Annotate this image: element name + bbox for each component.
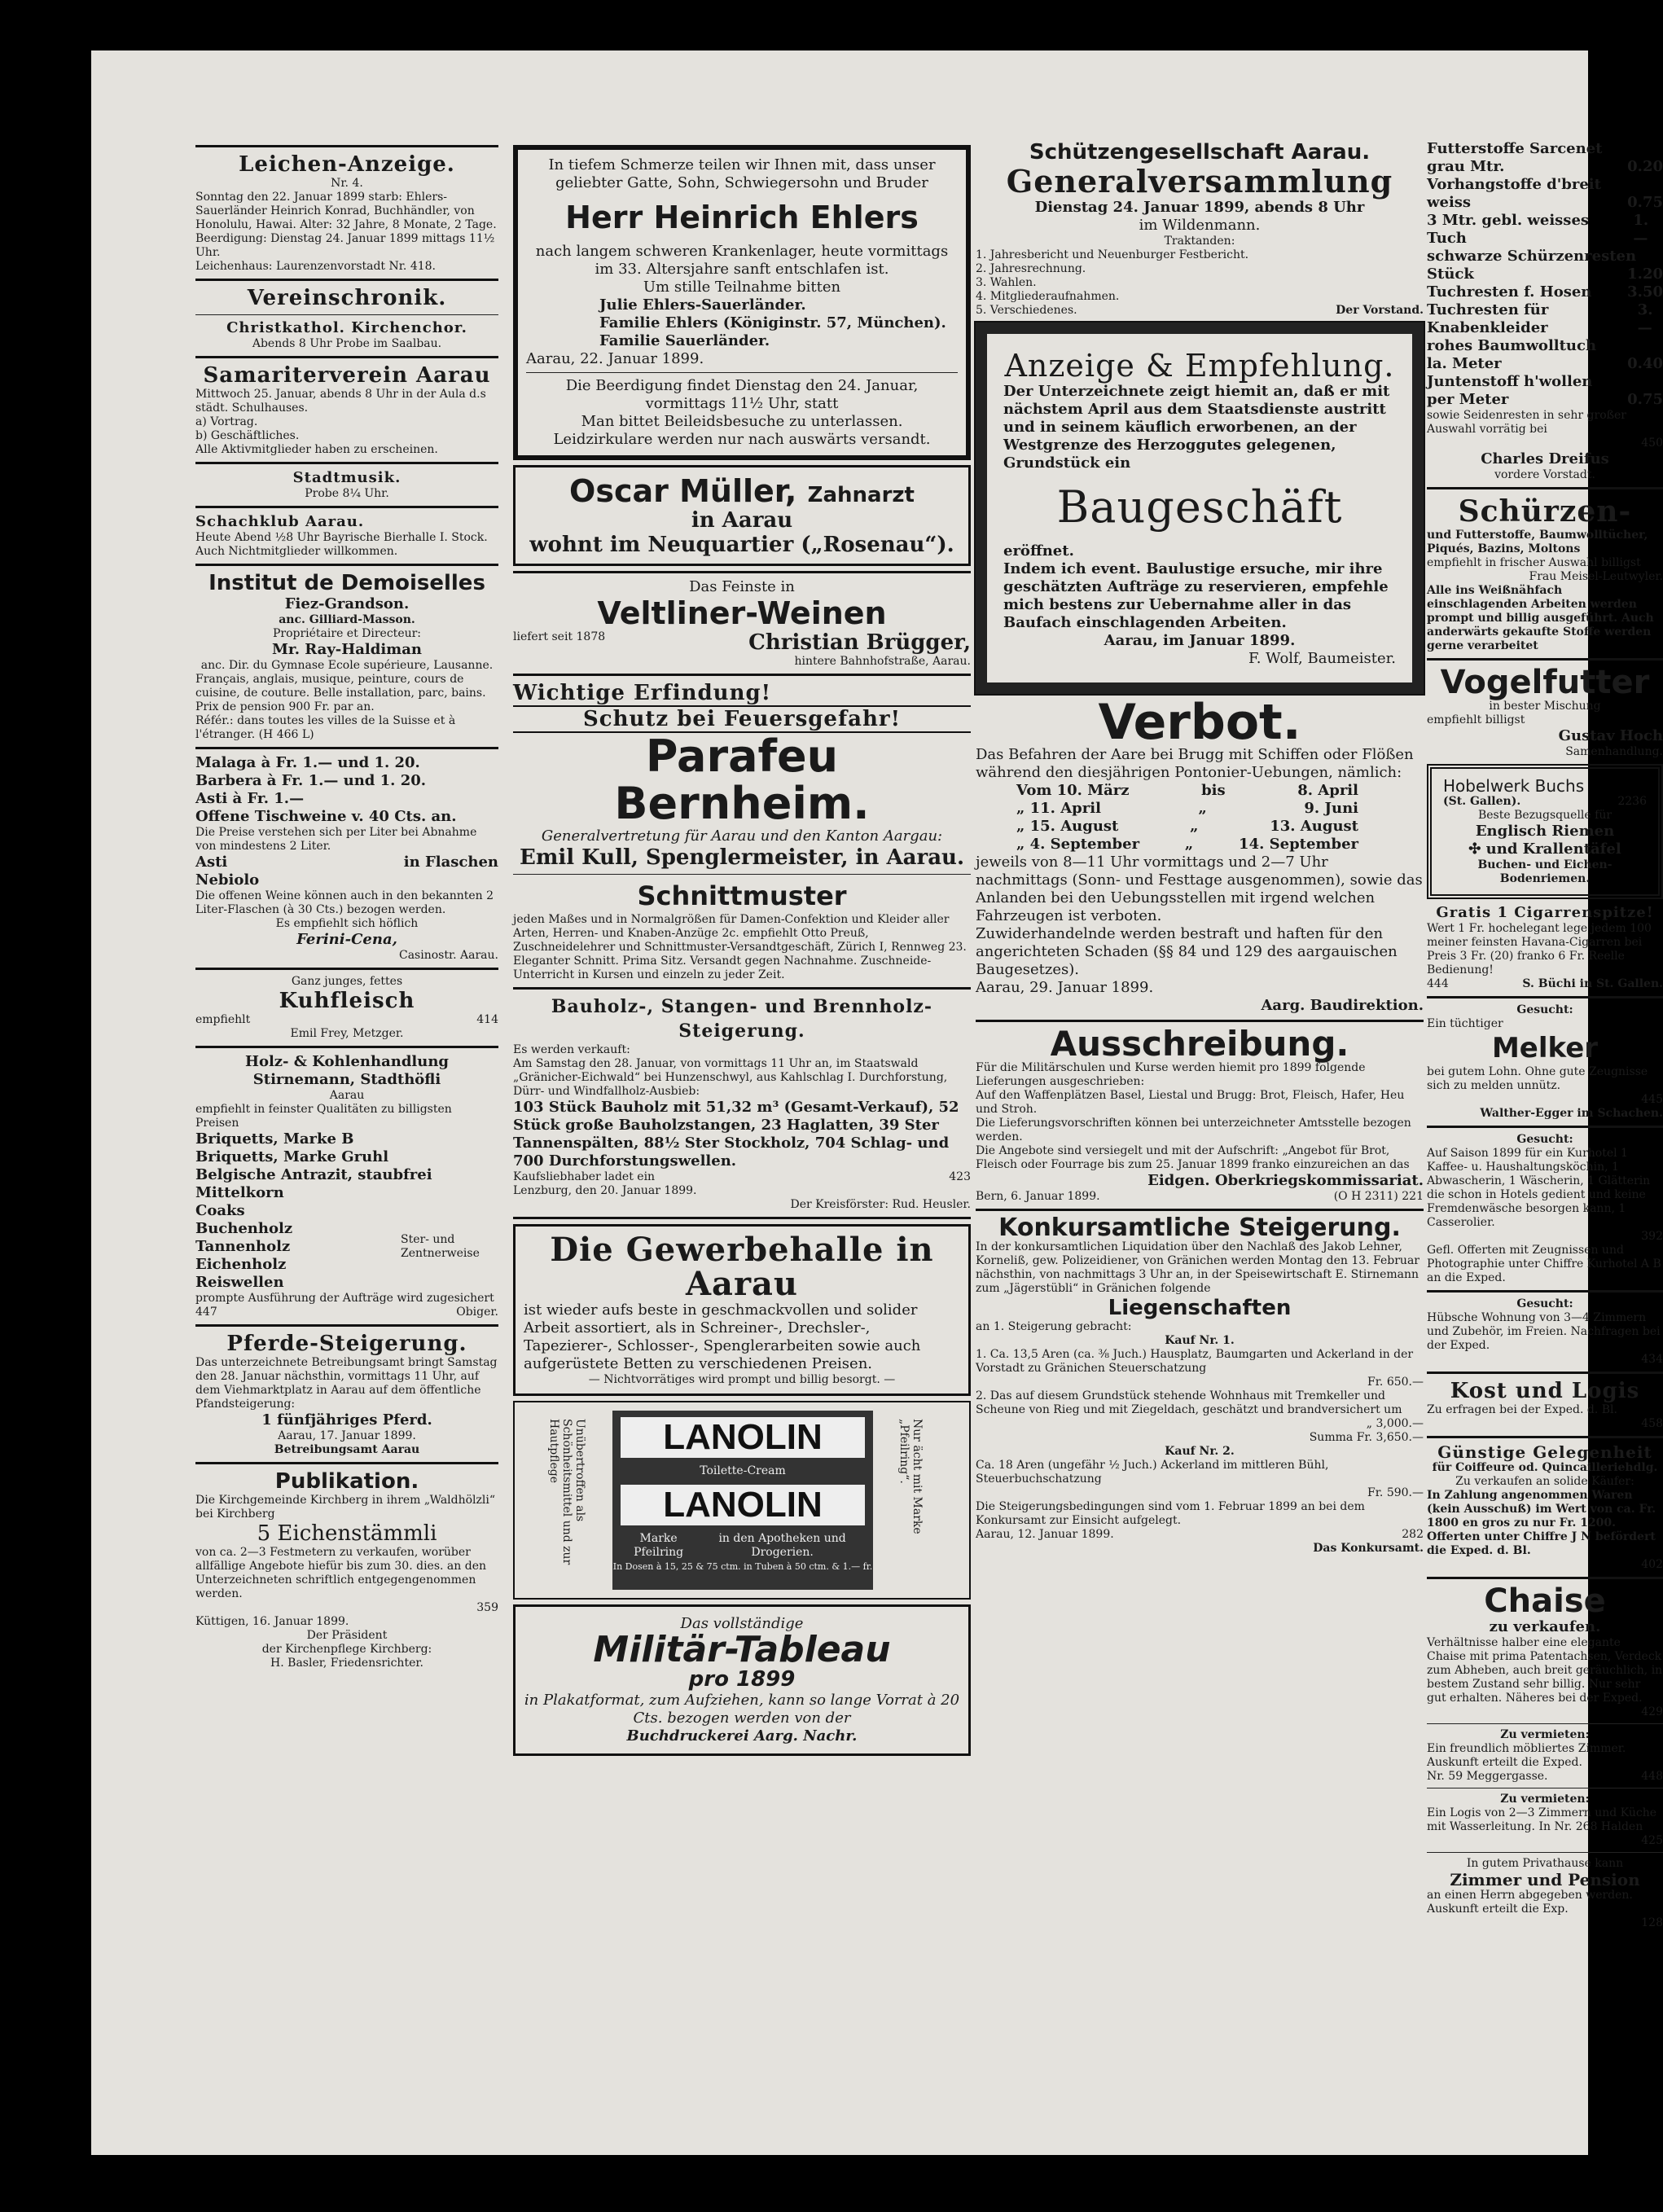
samariter-title: Samariterverein Aarau (203, 363, 491, 388)
publikation-title: Publikation. (274, 1469, 419, 1494)
bauholz-sig: Der Kreisförster: Rud. Heusler. (790, 1198, 971, 1211)
schuetzen-t4: 4. Mitgliederaufnahmen. (976, 290, 1120, 303)
plus-icon: ✣ (1468, 840, 1486, 858)
vereinschronik-heading: Vereinschronik. (247, 286, 447, 310)
ausschreibung-body: Für die Militärschulen und Kurse werden hiemit pro 1899 folgende Lieferungen ausgeschrieben: (976, 1061, 1366, 1088)
holz-num: 447 (195, 1306, 217, 1319)
bauholz-num: 423 (949, 1170, 971, 1183)
verbot-title: Verbot. (1098, 694, 1301, 751)
verm-2-body: Ein Logis von 2—3 Zimmern und Küche mit Wasserleitung. In Nr. 268 Halden (1427, 1806, 1656, 1833)
futter-num: 450 (1641, 437, 1663, 450)
futter-item-5: 3 Mtr. gebl. weisses Tuch (1427, 212, 1590, 247)
mueller-ad (513, 465, 971, 566)
publikation-date: Küttigen, 16. Januar 1899. (195, 1615, 349, 1628)
lanolin-left: Unübertroffen als Schönheitsmittel und zur Hautpflege (547, 1419, 586, 1565)
melker-title: Melker (1491, 1032, 1599, 1064)
gratis-firm: S. Büchi in St. Gallen. (1522, 977, 1663, 990)
institut-place: Fiez-Grandson. (284, 595, 410, 612)
vogel-sub: Samenhandlung. (1565, 745, 1663, 758)
konkurs-liegen: Liegenschaften (1108, 1296, 1292, 1320)
zimmer-num: 128 (1641, 1916, 1663, 1929)
gesucht-3-body: Hübsche Wohnung von 3—4 Zimmern und Zubehör, im Freien. Nachfragen bei der Exped. (1427, 1311, 1661, 1352)
trauer-date: Aarau, 22. Januar 1899. (526, 350, 704, 367)
trauer-l2: nach langem schweren Krankenlager, heute vormittags im 33. Altersjahre sanft entschlafen ist. (535, 243, 949, 278)
stadtmusik-title: Stadtmusik. (292, 469, 401, 486)
wine-nebiolo: Nebiolo (195, 871, 260, 889)
schuerzen-title: Schürzen- (1458, 494, 1632, 529)
gewerbe-note: — Nichtvorrätiges wird prompt und billig besorgt. — (588, 1373, 896, 1386)
hobel-item-2: ✣ und Krallentäfel (1468, 840, 1621, 858)
gesucht-3-num: 434 (1641, 1353, 1663, 1366)
konkurs-title: Konkursamtliche Steigerung. (998, 1214, 1401, 1242)
verbot-dates: Vom 10. März bis 8. April „ 11. April „ 9. Juni „ 15. August „ 13. August „ 4. September „ 14. September (1016, 782, 1358, 853)
melker-body: bei gutem Lohn. Ohne gute Zeugnisse sich zu melden unnütz. (1427, 1065, 1648, 1092)
anzeige-title: Anzeige & Empfehlung. (1004, 348, 1395, 384)
veltliner-firm: Christian Brügger, (748, 630, 971, 655)
konkurs-k3-value: Fr. 590.— (1367, 1486, 1424, 1499)
guenstig-sub: für Coiffeure od. Quincailleriehdlg. (1432, 1461, 1658, 1474)
ausschreibung-body-3: Die Lieferungsvorschriften können bei unterzeichneter Amtsstelle bezogen werden. (976, 1117, 1411, 1143)
futter-item-13: per Meter (1427, 391, 1509, 408)
column-3 (976, 140, 1424, 1556)
bauholz-date: Lenzburg, den 20. Januar 1899. (513, 1184, 697, 1197)
schnitt-title: Schnittmuster (637, 880, 847, 911)
konkurs-kauf-1: Kauf Nr. 1. (1165, 1334, 1235, 1347)
melker-num: 445 (1641, 1093, 1663, 1106)
wine-firm: Ferini-Cena, (296, 931, 397, 948)
leichen-burial: Beerdigung: Dienstag 24. Januar 1899 mittags 11½ Uhr. (195, 232, 495, 259)
guenstig-body: Zu verkaufen an solide Käufer: (1455, 1475, 1634, 1488)
holz-item-5: Coaks (195, 1202, 245, 1219)
holz-sig: Obiger. (456, 1306, 498, 1319)
futter-firm: Charles Dreifus (1481, 450, 1609, 467)
trauer-l5: Man bittet Beileidsbesuche zu unterlassen. (581, 413, 903, 430)
schuerzen-body-2: Alle ins Weißnähfach einschlagenden Arbeiten werden prompt und billig ausgeführt. Auch anderwärts gekaufte Stoffe werden gerne verarbeitet (1427, 584, 1654, 652)
bauholz-title: Bauholz-, Stangen- und Brennholz-Steigerung. (551, 996, 933, 1042)
mueller-name: Oscar Müller, Zahnarzt (569, 473, 915, 509)
verbot-body: Das Befahren der Aare bei Brugg mit Schiffen oder Flößen während den diesjährigen Pontonier-Uebungen, nämlich: (976, 746, 1414, 781)
gratis-body: Wert 1 Fr. hochelegant lege jedem 100 meiner feinsten Havana-Cigarren bei Preis 3 Fr. (20) franko 6 Fr. Reelle Bedienung! (1427, 922, 1652, 977)
konkurs-kauf-2: Kauf Nr. 2. (1165, 1445, 1235, 1458)
futter-item-6: schwarze Schürzenresten (1427, 248, 1637, 265)
wine-line-2: Barbera à Fr. 1.— und 1. 20. (195, 772, 427, 789)
anzeige-date: Aarau, im Januar 1899. (1104, 632, 1296, 649)
trauer-l4: Die Beerdigung findet Dienstag den 24. Januar, vormittags 11½ Uhr, statt (565, 377, 919, 412)
gesucht-3-pre: Gesucht: (1516, 1297, 1573, 1310)
trauer-family-1: Julie Ehlers-Sauerländer. (599, 296, 806, 314)
konkurs-sig: Das Konkursamt. (1313, 1542, 1424, 1555)
holz-item-1: Briquetts, Marke B (195, 1130, 354, 1148)
kost-body: Zu erfragen bei der Exped. d. Bl. (1427, 1403, 1617, 1416)
lanolin-mark: Marke Pfeilring (634, 1532, 684, 1559)
wine-asti: Asti (195, 854, 228, 871)
futter-item-8: Tuchresten f. Hosen (1427, 283, 1592, 301)
anzeige-sig: F. Wolf, Baumeister. (1248, 650, 1396, 667)
gesucht-2-body-2: Gefl. Offerten mit Zeugnissen und Photographie unter Chiffre Kurhotel A B an die Exped. (1427, 1244, 1661, 1284)
column-1 (195, 140, 498, 1670)
holz-name: Stirnemann, Stadthöfli (252, 1071, 441, 1088)
newspaper-page (91, 50, 1663, 2155)
ausschreibung-body-2: Auf den Waffenplätzen Basel, Liestal und Brugg: Brot, Fleisch, Hafer, Heu und Stroh. (976, 1089, 1405, 1116)
trauer-l1: In tiefem Schmerze teilen wir Ihnen mit, dass unser geliebter Gatte, Sohn, Schwiegersohn und Bruder (548, 156, 936, 191)
trauer-name: Herr Heinrich Ehlers (565, 200, 919, 235)
vogel-title: Vogelfutter (1440, 664, 1650, 701)
gratis-title: Gratis 1 Cigarrenspitze! (1436, 904, 1654, 921)
konkurs-body: In der konkursamtlichen Liquidation über den Nachlaß des Jakob Lehner, Korneliß, gew. Polizeidiener, von Gränichen werden Montag den 13. Februar nächsthin, von nachmittags 3 Uhr an, in der Speisewirtschaft E. Stirnemann zum „Jägerstübli“ in Gränichen folgende (976, 1240, 1419, 1295)
schuetzen-t5: 5. Verschiedenes. (976, 304, 1077, 317)
verbot-body-2: jeweils von 8—11 Uhr vormittags und 2—7 Uhr nachmittags (Sonn- und Festtage ausgenommen), sowie das Anlanden bei den Uebungsstellen mit irgend welchen Fahrzeugen ist verboten. (976, 854, 1423, 924)
erfindung-line-1: Wichtige Erfindung! (513, 681, 772, 705)
pferde-date: Aarau, 17. Januar 1899. (278, 1429, 416, 1442)
gesucht-2-pre: Gesucht: (1516, 1133, 1573, 1146)
publikation-sig-3: H. Basler, Friedensrichter. (270, 1657, 423, 1670)
guenstig-title: Günstige Gelegenheit (1437, 1442, 1652, 1462)
holz-side: Ster- und Zentnerweise (401, 1233, 480, 1260)
chaise-body: Verhältnisse halber eine elegante Chaise mit prima Patentachsen, Verdeck zum Abheben, auch breit geräuchlich, in bestem Zustand sehr billig. Nur sehr gut erhalten. Näheres bei der Exped. (1427, 1636, 1663, 1705)
wine-line-3: Asti à Fr. 1.— (195, 790, 305, 807)
militaer-ad (513, 1604, 971, 1756)
gesucht-2-body: Auf Saison 1899 für ein Kurhotel 1 Kaffee- u. Haushaltungsköchin, 1 Abwascherin, 1 Wäscherin, 1 Glätterin die schon in Hotels gedient und keine Fremdenwäsche besorgen kann, 1 Casserolier. (1427, 1147, 1651, 1229)
vogel-empf: empfiehlt billigst (1427, 713, 1525, 726)
mueller-town: in Aarau (691, 508, 793, 533)
schuetzen-t2: 2. Jahresrechnung. (976, 262, 1086, 275)
schuetzen-gv: Generalversammlung (1006, 163, 1393, 200)
schuetzen-sig: Der Vorstand. (1336, 304, 1424, 317)
holz-item-9: Reiswellen (195, 1274, 284, 1291)
lanolin-sub: Toilette-Cream (700, 1464, 786, 1477)
schuerzen-body: und Futterstoffe, Baumwolltücher, Piqués, Bazins, Moltons (1427, 529, 1648, 555)
bauholz-sub: Es werden verkauft: (513, 1043, 630, 1056)
institut-body: Français, anglais, musique, peinture, cours de cuisine, de couture. Belle installation, parc, bains. (195, 673, 486, 700)
gesucht-2-num: 392 (1641, 1230, 1663, 1243)
institut-dir: Mr. Ray-Haldiman (272, 641, 422, 658)
lanolin-panel (612, 1411, 873, 1590)
parafeu-firm: Emil Kull, Spenglermeister, in Aarau. (520, 845, 964, 870)
schuetzen-title: Schützengesellschaft Aarau. (1029, 140, 1371, 165)
veltliner-address: hintere Bahnhofstraße, Aarau. (794, 655, 971, 668)
wine-line-1: Malaga à Fr. 1.— und 1. 20. (195, 754, 420, 771)
holz-title: Holz- & Kohlenhandlung (244, 1053, 450, 1070)
wine-note-2: Die offenen Weine können auch in den bekannten 2 Liter-Flaschen (à 30 Cts.) bezogen werden. (195, 889, 494, 916)
kuhfleisch-title: Kuhfleisch (279, 989, 415, 1013)
lanolin-brand-2: LANOLIN (621, 1485, 865, 1525)
publikation-num: 359 (476, 1601, 498, 1614)
melker-pre: Gesucht: (1516, 1003, 1573, 1016)
wine-flaschen: in Flaschen (403, 854, 498, 871)
trauer-notice (513, 145, 971, 460)
parafeu-title: Parafeu Bernheim. (614, 731, 870, 829)
guenstig-num: 402 (1641, 1558, 1663, 1571)
ausschreibung-date: Bern, 6. Januar 1899. (976, 1190, 1100, 1203)
schachklub-title: Schachklub Aarau. (195, 513, 365, 530)
holz-item-8: Eichenholz (195, 1256, 287, 1273)
futter-item-9: Tuchresten für Knabenkleider (1427, 301, 1549, 336)
lanolin-right: Nur ächt mit Marke „Pfeilring“. (897, 1419, 924, 1534)
melker-firm: Walther-Egger im Schachen. (1480, 1107, 1663, 1120)
gewerbe-ad (513, 1224, 971, 1396)
bauholz-foot: Kaufsliebhaber ladet ein (513, 1170, 656, 1183)
leichen-title: Leichen-Anzeige. (239, 152, 455, 177)
verbot-sig: Aarg. Baudirektion. (1261, 997, 1424, 1014)
futter-note: sowie Seidenresten in sehr großer Auswahl vorrätig bei (1427, 409, 1626, 436)
hobel-ad (1427, 764, 1663, 899)
schuetzen-t1: 1. Jahresbericht und Neuenburger Festbericht. (976, 248, 1249, 261)
kost-num: 458 (1641, 1417, 1663, 1430)
ausschreibung-code: (O H 2311) 221 (1333, 1190, 1424, 1203)
kost-title: Kost und Logis (1450, 1379, 1640, 1403)
bauholz-body: Am Samstag den 28. Januar, von vormittags 11 Uhr an, im Staatswald „Gränicher-Eichwald“ bei Hunzenschwyl, aus Kahlschlag I. Durchforstung, Dürr- und Windfallholz-Ausbieb: (513, 1057, 948, 1098)
konkurs-k3: Ca. 18 Aren (ungefähr ½ Juch.) Ackerland im mittleren Bühl, Steuerbuchschatzung (976, 1459, 1329, 1486)
verm-2-title: Zu vermieten: (1500, 1793, 1590, 1806)
chaise-title: Chaise (1484, 1582, 1606, 1620)
pferde-body: Das unterzeichnete Betreibungsamt bringt Samstag den 28. Januar nächsthin, vormittags 11 Uhr, auf dem Viehmarktplatz in Aarau auf dem öffentliche Pfandsteigerung: (195, 1356, 498, 1411)
publikation-sig-1: Der Präsident (306, 1629, 388, 1642)
militaer-body: in Plakatformat, zum Aufziehen, kann so lange Vorrat à 20 Cts. bezogen werden von der (524, 1692, 960, 1727)
institut-prop: Propriétaire et Directeur: (272, 627, 422, 640)
wine-empf: Es empfiehlt sich höflich (275, 917, 419, 930)
holz-item-6: Buchenholz (195, 1220, 293, 1237)
militaer-firm: Buchdruckerei Aarg. Nachr. (626, 1727, 858, 1745)
schnitt-body: jeden Maßes und in Normalgrößen für Damen-Confektion und Kleider aller Arten, Herren- und Knaben-Anzüge 2c. empfiehlt Otto Preuß, Zuschneidelehrer und Schnittmuster-Versandtgeschäft, Zürich I, Rennweg 23. Eleganter Schnitt. Prima Sitz. Versandt gegen Nachnahme. Zuschneide-Unterricht in Kursen und einzeln zu jeder Zeit. (513, 913, 967, 981)
anzeige-ad (976, 323, 1424, 694)
konkurs-k2-value: „ 3,000.— (1366, 1417, 1424, 1430)
konkurs-k2: 2. Das auf diesem Grundstück stehende Wohnhaus mit Tremkeller und Scheune von Rieg und mit Ziegeldach, geschätzt und brandversichert um (976, 1389, 1402, 1416)
lanolin-where: in den Apotheken und Drogerien. (718, 1532, 846, 1559)
publikation-item: 5 Eichenstämmli (257, 1521, 437, 1546)
futter-item-2: grau Mtr. (1427, 158, 1505, 175)
militaer-title: Militär-Tableau (593, 1629, 891, 1670)
kuhfleisch-pre: Ganz junges, fettes (291, 975, 403, 988)
column-4: Futterstoffe Sarcenet grau Mtr. 0.20 Vorhangstoffe d'breit weiss 0.75 3 Mtr. gebl. weisses Tuch 1.— schwarze Schürzenresten Stück 1.20 Tuchresten f. Hosen 3.50 Tuchresten für Knabenkleider 3.— rohes Baumwolltuch la. Meter 0.40 Juntenstoff h'wollen per Meter 0.75 sowie Seidenresten in sehr großer Auswahl vorrätig bei 450 Charles Dreifus vordere Vorstadt. Schürzen- und Futterstoffe, Baumwolltücher, Piqués, Bazins, Moltons empfiehlt in frischer Auswahl billigst Frau Meisel-Leutwyler. Alle ins Weißnähfach einschlagenden Arbeiten werden prompt und billig ausgeführt. Auch anderwärts gekaufte Stoffe werden gerne verarbeitet Vogelfutter in bester Mischung empfiehlt billigst Gustav Hoch Samenhandlung. Hobelwerk Buchs (St. Gallen). 2236 Beste Bezugsquelle für Englisch Riemen ✣ und Krallentäfel Buchen- und Eichen-Bodenriemen. Gratis 1 Cigarrenspitze! Wert 1 Fr. hochelegant lege jedem 100 meiner feinsten Havana-Cigarren bei Preis 3 Fr. (20) franko 6 Fr. Reelle Bedienung! 444 S. Büchi in St. Gallen. Gesucht: Ein tüchtiger Melker bei gutem Lohn. Ohne gute Zeugnisse sich zu melden unnütz. 445 Walther-Egger im Schachen. Gesucht: Auf Saison 1899 für ein Kurhotel 1 Kaffee- u. Haushaltungsköchin, 1 Abwascherin, 1 Wäscherin, 1 Glätterin die schon in Hotels gedient und keine Fremdenwäsche besorgen kann, 1 Casserolier. 392 Gefl. Offerten mit Zeugnissen und Photographie unter Chiffre Kurhotel A B an die Exped. Gesucht: Hübsche Wohnung von 3—4 Zimmern und Zubehör, im Freien. Nachfragen bei der Exped. 434 Kost und Logis Zu erfragen bei der Exped. d. Bl. 458 Günstige Gelegenheit für Coiffeure od. Quincailleriehdlg. Zu verkaufen an solide Käufer: In Zahlung angenommen Waren (kein Ausschuß) im Wert von ca. Fr. 1800 en gros zu nur Fr. 1200. Offerten unter Chiffre J N befördert die Exped. d. Bl. 402 Chaise zu verkaufen. Verhältnisse halber eine elegante Chaise mit prima Patentachsen, Verdeck zum Abheben, auch breit geräuchlich, in bestem Zustand sehr billig. Nur sehr gut erhalten. Näheres bei der Exped. 429 Zu vermieten: Ein freundlich möbliertes Zimmer. Auskunft erteilt die Exped. Nr. 59 Meggergasse. 448 Zu vermieten: Ein Logis von 2—3 Zimmern und Küche mit Wasserleitung. In Nr. 268 Halden 425 In gutem Privathause kann Zimmer und Pension an einen Herrn abgegeben werden. Auskunft erteilt die Exp. 128 (1427, 140, 1663, 1929)
wine-address: Casinostr. Aarau. (399, 949, 498, 962)
gewerbe-body: ist wieder aufs beste in geschmackvollen und solider Arbeit assortiert, als in Schreiner-, Drechsler-, Tapezierer-, Schlosser-, Spenglerarbeiten sowie auch aufgerüstete Betten zu verschiedenen Preisen. (524, 1301, 921, 1372)
holz-item-2: Briquetts, Marke Gruhl (195, 1148, 389, 1165)
anzeige-big: Baugeschäft (1056, 481, 1343, 533)
samariter-note: Alle Aktivmitglieder haben zu erscheinen. (195, 443, 438, 456)
parafeu-body: Generalvertretung für Aarau und den Kanton Aargau: (541, 827, 943, 845)
anzeige-body-2: Indem ich event. Baulustige ersuche, mir ihre geschätzten Aufträge zu reservieren, empfehle mich bestens zur Uebernahme aller in das Baufach einschlagenden Arbeiten. (1003, 560, 1389, 631)
trauer-l6: Leidzirkulare werden nur nach auswärts versandt. (553, 431, 931, 448)
konkurs-steig: an 1. Steigerung gebracht: (976, 1320, 1132, 1333)
lanolin-price: In Dosen à 15, 25 & 75 ctm. in Tuben à 50 ctm. & 1.— fr. (612, 1561, 873, 1572)
ausschreibung-body-4: Die Angebote sind versiegelt und mit der Aufschrift: „Angebot für Brot, Fleisch oder Fourrage bis zum 25. Januar 1899 franko einzureichen an das (976, 1144, 1410, 1171)
verm-2-num: 425 (1641, 1834, 1663, 1847)
hobel-foot: Buchen- und Eichen-Bodenriemen. (1477, 858, 1613, 885)
publikation-body-2: von ca. 2—3 Festmetern zu verkaufen, worüber allfällige Angebote hiefür bis zum 30. dies. an den Unterzeichneten schriftlich entgegengenommen werden. (195, 1546, 486, 1600)
leichen-house: Leichenhaus: Laurenzenvorstadt Nr. 418. (195, 260, 436, 273)
bauholz-items: 103 Stück Bauholz mit 51,32 m³ (Gesamt-Verkauf), 52 Stück große Bauholzstangen, 23 Haglatten, 39 Ster Tannenspälten, 88½ Ster Stockholz, 704 Schlag- und 700 Durchforstungswellen. (513, 1099, 959, 1170)
futter-item-7: Stück (1427, 266, 1474, 283)
futter-item-10: rohes Baumwolltuch (1427, 337, 1597, 354)
verbot-body-3: Zuwiderhandelnde werden bestraft und haften für den angerichteten Schaden (§§ 84 und 129 des aargauischen Baugesetzes). (976, 925, 1398, 978)
veltliner-since: liefert seit 1878 (513, 630, 606, 643)
wine-line-4: Offene Tischweine v. 40 Cts. an. (195, 808, 457, 825)
schuetzen-trakt: Traktanden: (1164, 235, 1235, 248)
holz-body: empfiehlt in feinster Qualitäten zu billigsten Preisen (195, 1103, 452, 1130)
hobel-title: Hobelwerk Buchs (1443, 776, 1585, 796)
verm-1-body: Ein freundlich möbliertes Zimmer. Auskunft erteilt die Exped. (1427, 1742, 1626, 1769)
gewerbe-title: Die Gewerbehalle in Aarau (550, 1231, 934, 1303)
holz-item-4: Mittelkorn (195, 1184, 284, 1201)
ausschreibung-sig: Eidgen. Oberkriegskommissariat. (1147, 1172, 1424, 1189)
column-2 (513, 140, 971, 1761)
futter-item-12: Juntenstoff h'wollen (1427, 373, 1593, 390)
publikation-sig-2: der Kirchenpflege Kirchberg: (261, 1643, 432, 1656)
schuerzen-firm: Frau Meisel-Leutwyler. (1529, 570, 1663, 583)
christkathol-body: Abends 8 Uhr Probe im Saalbau. (252, 337, 442, 350)
institut-title: Institut de Demoiselles (208, 571, 485, 595)
hobel-body: Beste Bezugsquelle für (1477, 809, 1613, 822)
verm-1-address: Nr. 59 Meggergasse. (1427, 1770, 1548, 1783)
hobel-sub: (St. Gallen). (1443, 795, 1521, 808)
kuhfleisch-empf: empfiehlt (195, 1013, 251, 1026)
pferde-sig: Betreibungsamt Aarau (274, 1443, 420, 1456)
trauer-family-2: Familie Ehlers (Königinstr. 57, München). (599, 314, 946, 331)
verm-1-title: Zu vermieten: (1500, 1728, 1590, 1741)
samariter-a: a) Vortrag. (195, 415, 258, 428)
futter-item-1: Futterstoffe Sarcenet (1427, 140, 1603, 157)
zimmer-body: an einen Herrn abgegeben werden. Auskunft erteilt die Exp. (1427, 1889, 1633, 1916)
konkurs-body-2: Die Steigerungsbedingungen sind vom 1. Februar 1899 an bei dem Konkursamt zur Einsicht aufgelegt. (976, 1500, 1365, 1527)
melker-sub: Ein tüchtiger (1427, 1017, 1503, 1030)
christkathol-title: Christkathol. Kirchenchor. (226, 319, 467, 336)
pferde-item: 1 fünfjähriges Pferd. (261, 1411, 432, 1429)
ausschreibung-title: Ausschreibung. (1050, 1024, 1349, 1064)
vogel-firm: Gustav Hoch (1558, 727, 1663, 744)
holz-item-3: Belgische Antrazit, staubfrei (195, 1166, 432, 1183)
verm-1-num: 448 (1641, 1770, 1663, 1783)
leichen-nr: Nr. 4. (331, 177, 363, 190)
konkurs-k1: 1. Ca. 13,5 Aren (ca. ⅜ Juch.) Hausplatz, Baumgarten und Ackerland in der Vorstadt zu Gränichen Steuerschatzung (976, 1348, 1414, 1375)
institut-price: Prix de pension 900 Fr. par an. (195, 700, 375, 713)
zimmer-title: Zimmer und Pension (1450, 1870, 1640, 1889)
institut-dir2: anc. Dir. du Gymnase Ecole supérieure, Lausanne. (200, 659, 494, 672)
schuetzen-place: im Wildenmann. (1139, 217, 1261, 234)
militaer-pre: Das vollständige (680, 1615, 804, 1632)
futter-item-4: weiss (1427, 194, 1472, 211)
vogel-body: in bester Mischung (1489, 700, 1601, 713)
mueller-address: wohnt im Neuquartier („Rosenau“). (529, 533, 954, 557)
erfindung-line-2: Schutz bei Feuersgefahr! (513, 705, 971, 733)
chaise-sub: zu verkaufen. (1489, 1618, 1601, 1635)
chaise-num: 429 (1641, 1705, 1663, 1718)
futter-address: vordere Vorstadt. (1494, 468, 1595, 481)
schachklub-body: Heute Abend ½8 Uhr Bayrische Bierhalle I. Stock. Auch Nichtmitglieder willkommen. (195, 531, 488, 558)
veltliner-pre: Das Feinste in (689, 578, 795, 595)
schuetzen-t3: 3. Wahlen. (976, 276, 1037, 289)
institut-ref: Référ.: dans toutes les villes de la Suisse et à l'étranger. (H 466 L) (195, 714, 456, 741)
pferde-title: Pferde-Steigerung. (226, 1332, 467, 1356)
kuhfleisch-firm: Emil Frey, Metzger. (290, 1027, 404, 1040)
lanolin-brand-1: LANOLIN (621, 1417, 865, 1458)
veltliner-title: Veltliner-Weinen (597, 595, 887, 631)
guenstig-body-2: In Zahlung angenommen Waren (kein Ausschuß) im Wert von ca. Fr. 1800 en gros zu nur Fr. 1200. Offerten unter Chiffre J N befördert die Exped. d. Bl. (1427, 1489, 1656, 1557)
anzeige-body: Der Unterzeichnete zeigt hiemit an, daß er mit nächstem April aus dem Staatsdienste austritt und in seinem käuflich erworbenen, an der Westgrenze des Herzoggutes gelegenen, Grundstück ein (1003, 383, 1390, 472)
holz-town: Aarau (329, 1089, 365, 1102)
samariter-body: Mittwoch 25. Januar, abends 8 Uhr in der Aula d.s städt. Schulhauses. (195, 388, 486, 415)
futter-item-11: la. Meter (1427, 355, 1502, 372)
publikation-body: Die Kirchgemeinde Kirchberg in ihrem „Waldhölzli“ bei Kirchberg (195, 1494, 496, 1521)
hobel-item: Englisch Riemen (1475, 823, 1615, 840)
zimmer-pre: In gutem Privathause kann (1466, 1857, 1624, 1870)
konkurs-sum: Summa Fr. 3,650.— (1309, 1431, 1424, 1444)
militaer-year: pro 1899 (688, 1667, 796, 1692)
schuerzen-empf: empfiehlt in frischer Auswahl billigst (1427, 556, 1641, 569)
konkurs-num: 282 (1402, 1528, 1424, 1541)
hobel-num: 2236 (1617, 795, 1647, 808)
anzeige-eroeffnet: eröffnet. (1003, 542, 1074, 560)
lanolin-ad (513, 1401, 971, 1600)
samariter-b: b) Geschäftliches. (195, 429, 300, 442)
gratis-num: 444 (1427, 977, 1449, 990)
holz-foot: prompte Ausführung der Aufträge wird zugesichert (195, 1292, 494, 1305)
wine-note: Die Preise verstehen sich per Liter bei Abnahme von mindestens 2 Liter. (195, 826, 477, 853)
trauer-l3: Um stille Teilnahme bitten (643, 279, 841, 296)
institut-anc: anc. Gilliard-Masson. (279, 613, 415, 626)
futter-item-3: Vorhangstoffe d'breit (1427, 176, 1601, 193)
stadtmusik-body: Probe 8¼ Uhr. (305, 487, 389, 500)
konkurs-k1-value: Fr. 650.— (1367, 1376, 1424, 1389)
kuhfleisch-num: 414 (476, 1013, 498, 1026)
holz-item-7: Tannenholz (195, 1238, 291, 1255)
leichen-body: Sonntag den 22. Januar 1899 starb: Ehlers-Sauerländer Heinrich Konrad, Buchhändler, von Honolulu, Hawai. Alter: 32 Jahre, 8 Monate, 2 Tage. (195, 191, 497, 231)
schuetzen-date: Dienstag 24. Januar 1899, abends 8 Uhr (1034, 199, 1365, 216)
konkurs-date: Aarau, 12. Januar 1899. (976, 1528, 1114, 1541)
verbot-date: Aarau, 29. Januar 1899. (976, 979, 1154, 996)
trauer-family-3: Familie Sauerländer. (599, 332, 770, 349)
